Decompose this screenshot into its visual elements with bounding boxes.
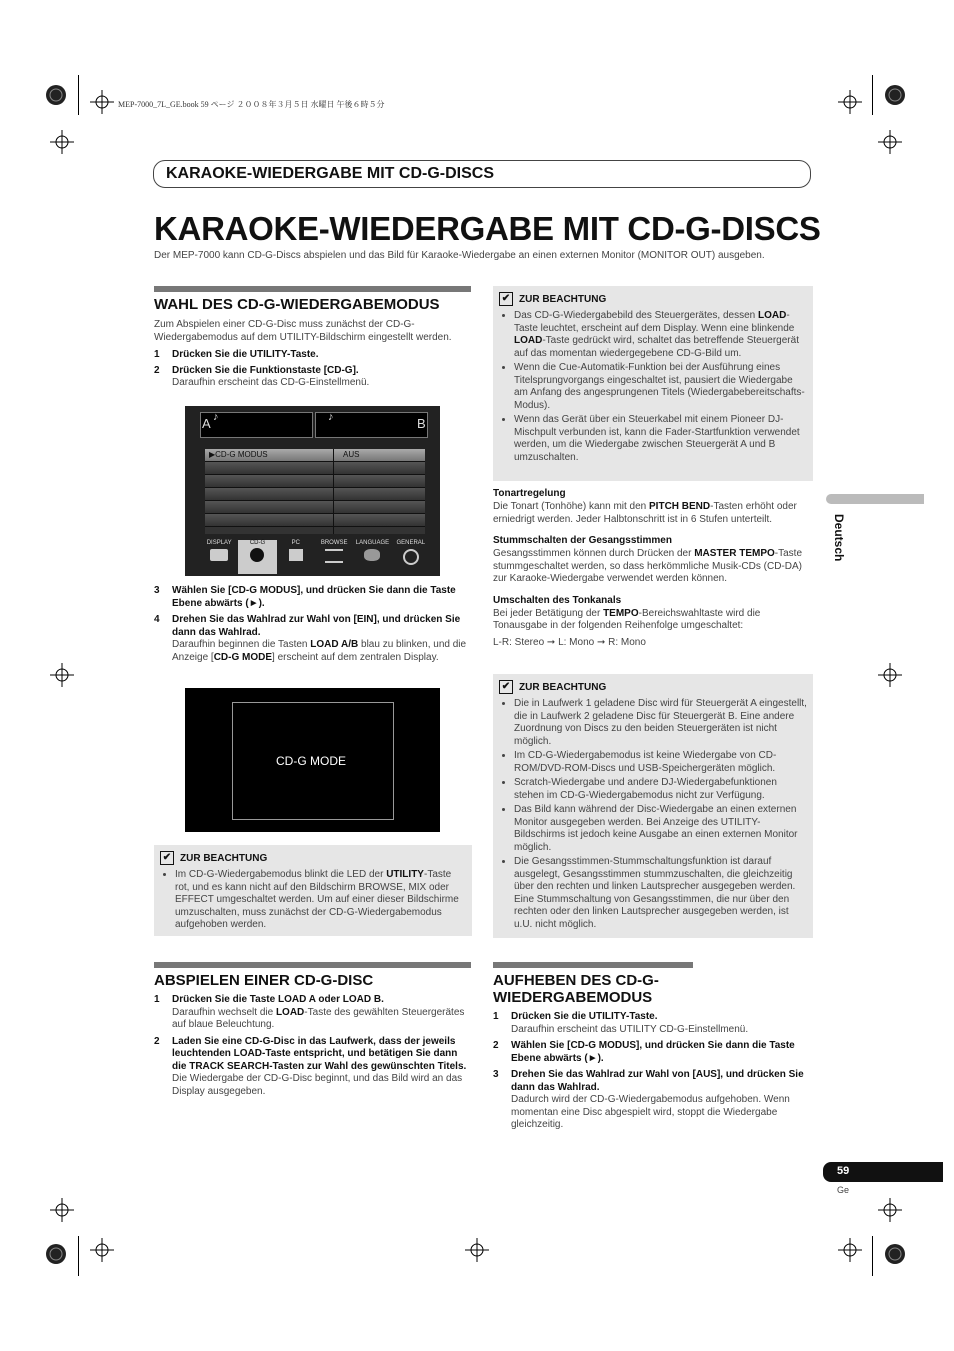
- tab-general[interactable]: GENERAL: [392, 540, 430, 574]
- left-column: [154, 286, 471, 393]
- section-title: AUFHEBEN DES CD-G-WIEDERGABEMODUS: [493, 962, 693, 1006]
- page-title: KARAOKE-WIEDERGABE MIT CD-G-DISCS: [154, 210, 821, 247]
- left-section-2: [154, 962, 471, 1101]
- registration-mark: [884, 84, 906, 106]
- note-item: • Scratch-Wiedergabe und andere DJ-Wiedergabefunktionen stehen im CD-G-Wiedergabemodus nicht zur Verfügung.: [514, 777, 807, 802]
- note-item: • Das Bild kann während der Disc-Wiedergabe an einen externen Monitor ausgegeben werden. Bei Anzeige des UTILITY-Bildschirms ist jedoch keine Ausgabe an einen externen Monitor möglich.: [514, 804, 807, 854]
- step: 2 Laden Sie eine CD-G-Disc in das Laufwerk, dass der jeweils leuchtenden LOAD-Taste entspricht, und betätigen Sie dann die TRACK SEARCH-Tasten zur Wahl des gewünschten Titels. Die Wiedergabe der CD-G-Disc beginnt, und das Bild wird an das Display ausgegeben.: [154, 1035, 467, 1097]
- crosshair-mark: [90, 1238, 114, 1262]
- subsection-title: Umschalten des Tonkanals: [493, 594, 622, 606]
- note-item: • Im CD-G-Wiedergabemodus blinkt die LED der UTILITY-Taste rot, und es kann nicht auf den Bildschirm BROWSE, MIX oder EFFECT umgeschaltet werden. Um auf einer dieser Bildschirme umzuschalten, muss zunächst der CD-G-Wiedergabemodus aufgehoben werden.: [175, 869, 466, 932]
- registration-mark: [45, 84, 67, 106]
- step: 1 Drücken Sie die UTILITY-Taste. Daraufhin erscheint das UTILITY CD-G-Einstellmenü.: [493, 1011, 749, 1035]
- crop-line: [78, 75, 79, 115]
- registration-mark: [884, 1243, 906, 1265]
- check-icon: ✔: [499, 680, 513, 694]
- tab-display[interactable]: DISPLAY: [200, 540, 238, 574]
- right-section-3: [493, 962, 813, 1135]
- section-title: ABSPIELEN EINER CD-G-DISC: [154, 962, 471, 989]
- step: 1 Drücken Sie die Taste LOAD A oder LOAD B. Daraufhin wechselt die LOAD-Taste des gewählten Steuergerätes auf blaue Beleuchtung.: [154, 994, 465, 1030]
- check-icon: ✔: [160, 851, 174, 865]
- note-box: ✔ ZUR BEACHTUNG • Im CD-G-Wiedergabemodus blinkt die LED der UTILITY-Taste rot, und es kann nicht auf den Bildschirm BROWSE, MIX oder EFFECT umgeschaltet werden. Um auf einer dieser Bildschirme umzuschalten, muss zunächst der CD-G-Wiedergabemodus aufgehoben werden.: [154, 845, 472, 936]
- note-box: ✔ ZUR BEACHTUNG • Das CD-G-Wiedergabebild des Steuergerätes, dessen LOAD-Taste leuchtet, erscheint auf dem Display. Wenn eine blinkende LOAD-Taste gedrückt wird, schaltet das betreffende Steuergerät auf das momentan wiedergegebene CD-G-Bild um. • Wenn die Cue-Automatik-Funktion bei der Ausführung eines Titelsprungvorgangs eingeschaltet ist, pausiert die Wiedergabe am Anfang des angesprungenen Titels (Wiedergabebereitschafts-Modus). • Wenn das Gerät über ein Steuerkabel mit einem Pioneer DJ-Mischpult verbunden ist, kann die Fader-Startfunktion verwendet werden, um die Wiedergabe zwischen Steuergerät A und B umzuschalten.: [493, 286, 813, 481]
- tab-cd-g[interactable]: CD-G: [238, 540, 276, 574]
- tab-browse[interactable]: BROWSE: [315, 540, 353, 574]
- note-item: • Das CD-G-Wiedergabebild des Steuergerätes, dessen LOAD-Taste leuchtet, erscheint auf dem Display. Wenn eine blinkende LOAD-Taste gedrückt wird, schaltet das betreffende Steuergerät auf das momentan wiedergegebene CD-G-Bild um.: [514, 310, 807, 360]
- menu-list: [205, 449, 425, 534]
- channel-sequence: L-R: Stereo ➞ L: Mono ➞ R: Mono: [493, 636, 646, 648]
- crosshair-mark: [838, 1238, 862, 1262]
- crosshair-mark: [878, 663, 902, 687]
- crop-line: [872, 1236, 873, 1276]
- note-item: • Wenn das Gerät über ein Steuerkabel mit einem Pioneer DJ-Mischpult verbunden ist, kann die Fader-Startfunktion verwendet werden, um die Wiedergabe zwischen Steuergerät A und B umzuschalten.: [514, 414, 807, 464]
- music-note-icon: ♪: [328, 411, 334, 423]
- subsection-title: Tonartregelung: [493, 488, 566, 499]
- subsection-body: Gesangsstimmen können durch Drücken der MASTER TEMPO-Taste stummgeschaltet werden, so dass herkömmliche Musik-CDs (CD-DA) zur Karaoke-Wiedergabe verwendet werden können.: [493, 548, 803, 584]
- step: 2 Drücken Sie die Funktionstaste [CD-G]. Daraufhin erscheint das CD-G-Einstellmenü.: [154, 364, 370, 388]
- language-label: Deutsch: [832, 514, 846, 562]
- crosshair-mark: [50, 1198, 74, 1222]
- section-band: [153, 160, 811, 188]
- check-icon: ✔: [499, 292, 513, 306]
- step: 1 Drücken Sie die UTILITY-Taste.: [154, 349, 319, 360]
- crop-line: [872, 75, 873, 115]
- deck-b-label: B: [417, 416, 426, 431]
- step: 3 Drehen Sie das Wahlrad zur Wahl von [AUS], und drücken Sie dann das Wahlrad. Dadurch wird der CD-G-Wiedergabemodus aufgehoben. Wenn momentan eine Disc abgespielt wird, stoppt die Wiedergabe gleichzeitig.: [493, 1069, 804, 1130]
- note-item: • Im CD-G-Wiedergabemodus ist keine Wiedergabe von CD-ROM/DVD-ROM-Discs und USB-Speichergeräten möglich.: [514, 750, 807, 775]
- crosshair-mark: [878, 1198, 902, 1222]
- page-code: Ge: [837, 1185, 850, 1195]
- deck-a-label: A: [202, 416, 211, 431]
- note-box: ✔ ZUR BEACHTUNG • Die in Laufwerk 1 geladene Disc wird für Steuergerät A eingestellt, die in Laufwerk 2 geladene Disc für Steuergerät B. Eine andere Zuordnung von Discs zu den beiden Steuergeräten ist nicht möglich. • Im CD-G-Wiedergabemodus ist keine Wiedergabe von CD-ROM/DVD-ROM-Discs und USB-Speichergeräten möglich. • Scratch-Wiedergabe und andere DJ-Wiedergabefunktionen stehen im CD-G-Wiedergabemodus nicht zur Verfügung. • Das Bild kann während der Disc-Wiedergabe an einen externen Monitor ausgegeben werden. Bei Anzeige des UTILITY-Bildschirms ist jedoch keine Ausgabe an einen externen Monitor möglich. • Die Gesangsstimmen-Stummschaltungsfunktion ist darauf ausgelegt, Gesangsstimmen stummzuschalten, die gleichzeitig über den rechten und linken Lautsprecher ausgegeben werden. Eine Stummschaltung von Gesangsstimmen, die nur über den rechten oder den linken Lautsprecher ausgegeben werden, ist u.U. nicht möglich.: [493, 674, 813, 938]
- cdg-mode-screen: [185, 688, 440, 832]
- crosshair-mark: [838, 90, 862, 114]
- cdg-mode-label: CD-G MODE: [276, 754, 346, 768]
- tab-language[interactable]: LANGUAGE: [353, 540, 391, 574]
- menu-row-label[interactable]: ▶CD-G MODUS: [209, 450, 268, 459]
- step: 3 Wählen Sie [CD-G MODUS], und drücken Sie dann die Taste Ebene abwärts (►).: [154, 585, 456, 609]
- crosshair-mark: [90, 90, 114, 114]
- subsection-body: Die Tonart (Tonhöhe) kann mit den PITCH BEND-Tasten erhöht oder erniedrigt werden. Jeder Halbtonschritt ist in 6 Stufen unterteilt.: [493, 501, 797, 525]
- section-title: WAHL DES CD-G-WIEDERGABEMODUS: [154, 286, 471, 313]
- subsection-title: Stummschalten der Gesangsstimmen: [493, 535, 672, 546]
- crosshair-mark: [465, 1238, 489, 1262]
- function-tabs: [200, 540, 430, 574]
- crop-line: [78, 1236, 79, 1276]
- music-note-icon: ♪: [213, 411, 219, 423]
- crosshair-mark: [50, 663, 74, 687]
- note-item: • Die in Laufwerk 1 geladene Disc wird für Steuergerät A eingestellt, die in Laufwerk 2 geladene Disc für Steuergerät B. Eine andere Zuordnung von Discs zu den beiden Steuergeräten ist nicht möglich.: [514, 698, 807, 748]
- section-body: Zum Abspielen einer CD-G-Disc muss zunächst der CD-G-Wiedergabemodus auf dem UTILITY-Bildschirm eingestellt werden.: [154, 319, 452, 343]
- note-item: • Wenn die Cue-Automatik-Funktion bei der Ausführung eines Titelsprungvorgangs eingeschaltet ist, pausiert die Wiedergabe am Anfang des angesprungenen Titels (Wiedergabebereitschafts-Modus).: [514, 362, 807, 412]
- file-header: MEP-7000_7L_GE.book 59 ページ ２００８年３月５日 水曜日 午後６時５分: [118, 100, 385, 109]
- subsection-body: Bei jeder Betätigung der TEMPO-Bereichswahltaste wird die Tonausgabe in der folgenden Reihenfolge umgeschaltet:: [493, 607, 761, 631]
- crosshair-mark: [878, 130, 902, 154]
- utility-screen: [185, 406, 440, 576]
- crosshair-mark: [50, 130, 74, 154]
- registration-mark: [45, 1243, 67, 1265]
- page-number: 59: [837, 1165, 850, 1177]
- step: 4 Drehen Sie das Wahlrad zur Wahl von [EIN], und drücken Sie dann das Wahlrad. Daraufhin beginnen die Tasten LOAD A/B blau zu blinken, und die Anzeige [CD-G MODE] erscheint auf dem zentralen Display.: [154, 614, 467, 663]
- band-title: KARAOKE-WIEDERGABE MIT CD-G-DISCS: [166, 165, 494, 182]
- note-item: • Die Gesangsstimmen-Stummschaltungsfunktion ist darauf ausgelegt, Gesangsstimmen stummzuschalten, die gleichzeitig über den rechten und linken Lautsprecher ausgegeben werden. Eine Stummschaltung von Gesangsstimmen, die nur über den rechten oder den linken Lautsprecher ausgegeben werden, ist u.U. nicht möglich.: [514, 856, 807, 931]
- menu-row-value[interactable]: AUS: [343, 450, 360, 459]
- language-tab: [826, 494, 924, 504]
- right-subsections: [493, 488, 813, 649]
- step: 2 Wählen Sie [CD-G MODUS], und drücken Sie dann die Taste Ebene abwärts (►).: [493, 1040, 795, 1064]
- tab-pc[interactable]: PC: [277, 540, 315, 574]
- intro-text: Der MEP-7000 kann CD-G-Discs abspielen und das Bild für Karaoke-Wiedergabe an einen externen Monitor (MONITOR OUT) ausgeben.: [154, 250, 765, 261]
- page-number-tab: [823, 1162, 943, 1182]
- left-steps-2: [154, 585, 471, 667]
